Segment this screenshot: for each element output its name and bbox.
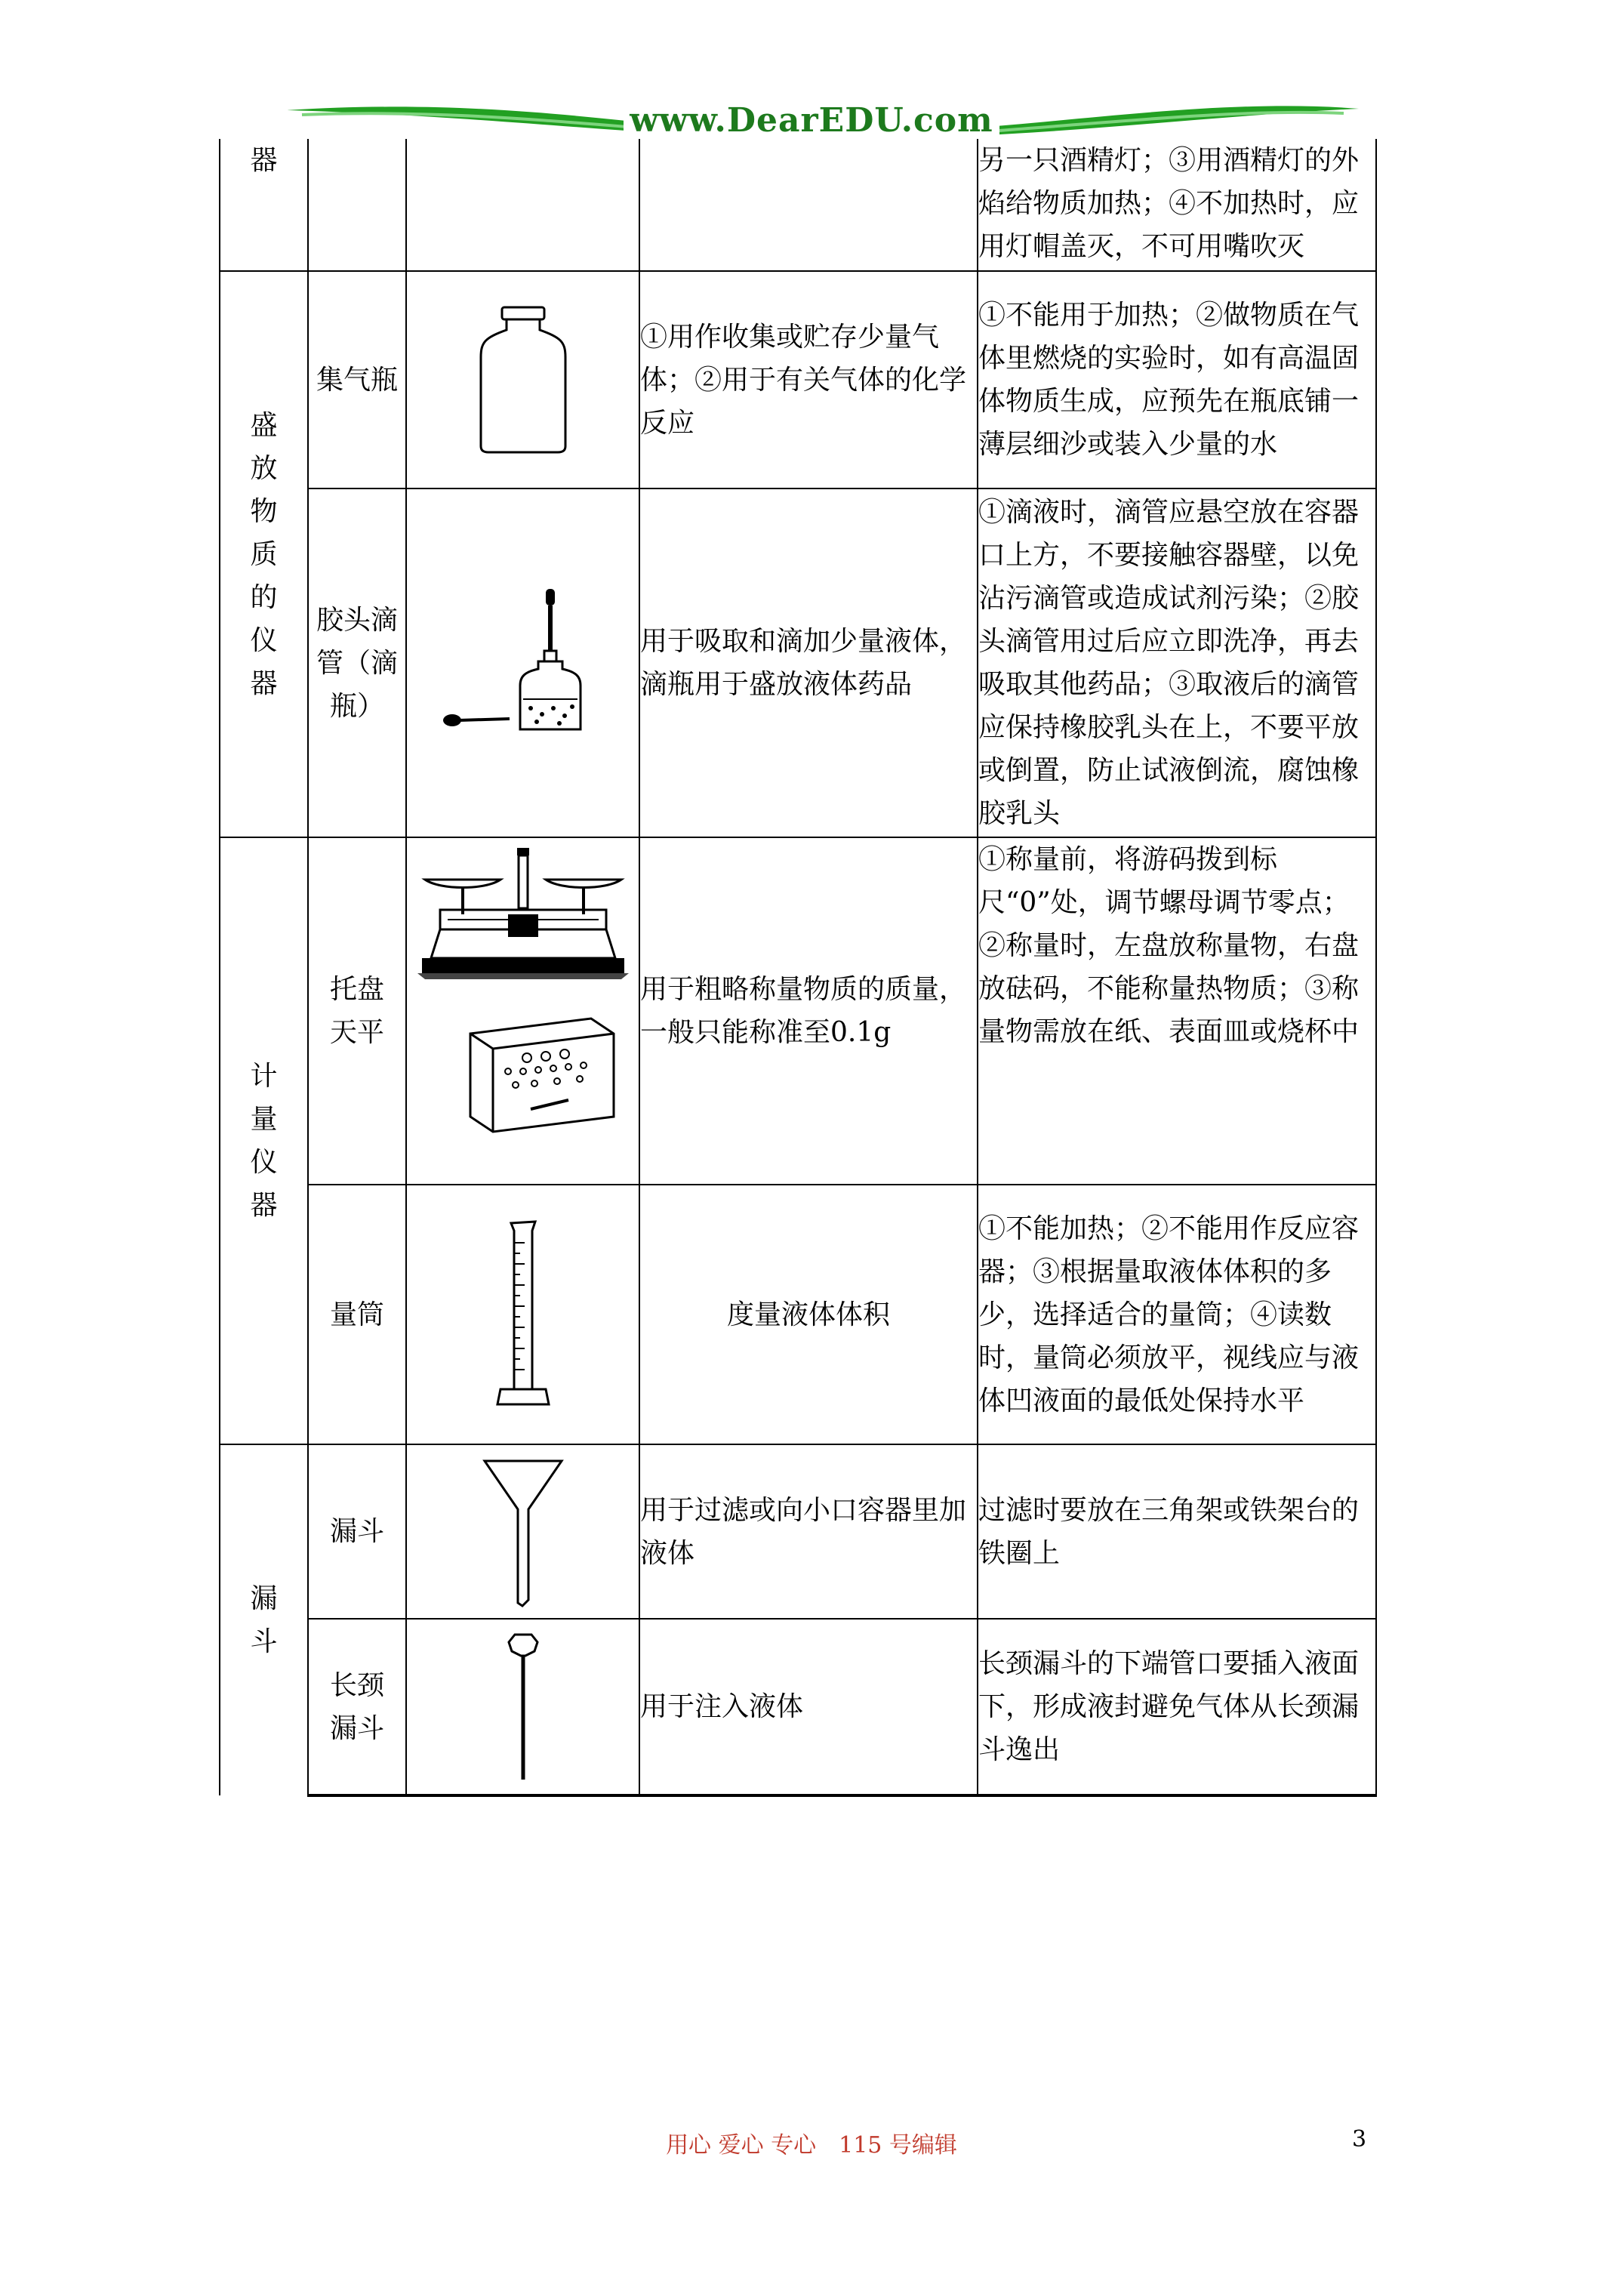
picture-cell bbox=[406, 271, 639, 488]
balance-and-weights-drawing bbox=[417, 845, 629, 1177]
use-cell: 用于过滤或向小口容器里加液体 bbox=[639, 1444, 978, 1619]
picture-cell bbox=[406, 1619, 639, 1795]
name-cell bbox=[308, 488, 406, 837]
header-site-name bbox=[0, 101, 1623, 140]
category-label: 漏斗 bbox=[250, 1583, 278, 1657]
table-row bbox=[220, 1619, 1376, 1795]
name-cell bbox=[308, 837, 406, 1185]
use-cell: 度量液体体积 bbox=[639, 1185, 978, 1444]
note-cell: 另一只酒精灯；③用酒精灯的外焰给物质加热；④不加热时，应用灯帽盖灭，不可用嘴吹灭 bbox=[978, 139, 1376, 271]
note-cell: ①滴液时，滴管应悬空放在容器口上方，不要接触容器壁，以免沾污滴管或造成试剂污染；②胶头滴管用过后应立即洗净，再去吸取其他药品；③取液后的滴管应保持橡胶乳头在上，不要平放或倒置，防止试液倒流，腐蚀橡胶乳头 bbox=[978, 488, 1376, 837]
funnel-drawing bbox=[482, 1456, 565, 1607]
note-cell: ①不能加热；②不能用作反应容器；③根据量取液体体积的多少，选择适合的量筒；④读数时，量筒必须放平，视线应与液体凹液面的最低处保持水平 bbox=[978, 1185, 1376, 1444]
name-label: 长颈漏斗 bbox=[329, 1669, 384, 1744]
table-row bbox=[220, 1185, 1376, 1444]
table-row bbox=[220, 488, 1376, 837]
picture-cell bbox=[406, 139, 639, 271]
use-cell: ①用作收集或贮存少量气体；②用于有关气体的化学反应 bbox=[639, 271, 978, 488]
category-label: 器 bbox=[250, 145, 278, 176]
name-cell: 集气瓶 bbox=[308, 271, 406, 488]
header-site-label: www.DearEDU.com bbox=[624, 101, 999, 140]
note-cell: 长颈漏斗的下端管口要插入液面下，形成液封避免气体从长颈漏斗逸出 bbox=[978, 1619, 1376, 1795]
measuring-cylinder-drawing bbox=[493, 1220, 553, 1409]
dropper-bottle-drawing bbox=[440, 587, 606, 738]
category-label: 盛放物质的仪器 bbox=[250, 409, 278, 699]
name-label: 托盘天平 bbox=[329, 974, 384, 1048]
use-cell: 用于粗略称量物质的质量，一般只能称准至0.1g bbox=[639, 837, 978, 1185]
name-cell: 量筒 bbox=[308, 1185, 406, 1444]
picture-cell bbox=[406, 1444, 639, 1619]
note-cell: 过滤时要放在三角架或铁架台的铁圈上 bbox=[978, 1444, 1376, 1619]
table-row bbox=[220, 271, 1376, 488]
name-label: 胶头滴管（滴瓶） bbox=[316, 604, 398, 722]
use-cell: 用于吸取和滴加少量液体，滴瓶用于盛放液体药品 bbox=[639, 488, 978, 837]
use-cell: 用于注入液体 bbox=[639, 1619, 978, 1795]
category-cell bbox=[220, 837, 308, 1444]
category-label: 计量仪器 bbox=[250, 1061, 278, 1221]
category-cell bbox=[220, 1444, 308, 1795]
name-cell bbox=[308, 139, 406, 271]
apparatus-table bbox=[219, 139, 1377, 1797]
long-neck-funnel-drawing bbox=[504, 1632, 542, 1783]
category-cell bbox=[220, 271, 308, 837]
table-row bbox=[220, 837, 1376, 1185]
use-cell bbox=[639, 139, 978, 271]
category-cell bbox=[220, 139, 308, 271]
table-row bbox=[220, 1444, 1376, 1619]
gas-bottle-drawing bbox=[470, 304, 576, 455]
name-cell: 漏斗 bbox=[308, 1444, 406, 1619]
table-row bbox=[220, 139, 1376, 271]
picture-cell bbox=[406, 1185, 639, 1444]
note-cell: ①不能用于加热；②做物质在气体里燃烧的实验时，如有高温固体物质生成，应预先在瓶底铺一薄层细沙或装入少量的水 bbox=[978, 271, 1376, 488]
note-cell: ①称量前，将游码拨到标尺“0”处，调节螺母调节零点；②称量时，左盘放称量物，右盘放砝码，不能称量热物质；③称量物需放在纸、表面皿或烧杯中 bbox=[978, 837, 1376, 1185]
name-cell bbox=[308, 1619, 406, 1795]
picture-cell bbox=[406, 837, 639, 1185]
page-number: 3 bbox=[1352, 2126, 1367, 2153]
footer-editor-line: 用心 爱心 专心 115 号编辑 bbox=[666, 2132, 957, 2159]
picture-cell bbox=[406, 488, 639, 837]
